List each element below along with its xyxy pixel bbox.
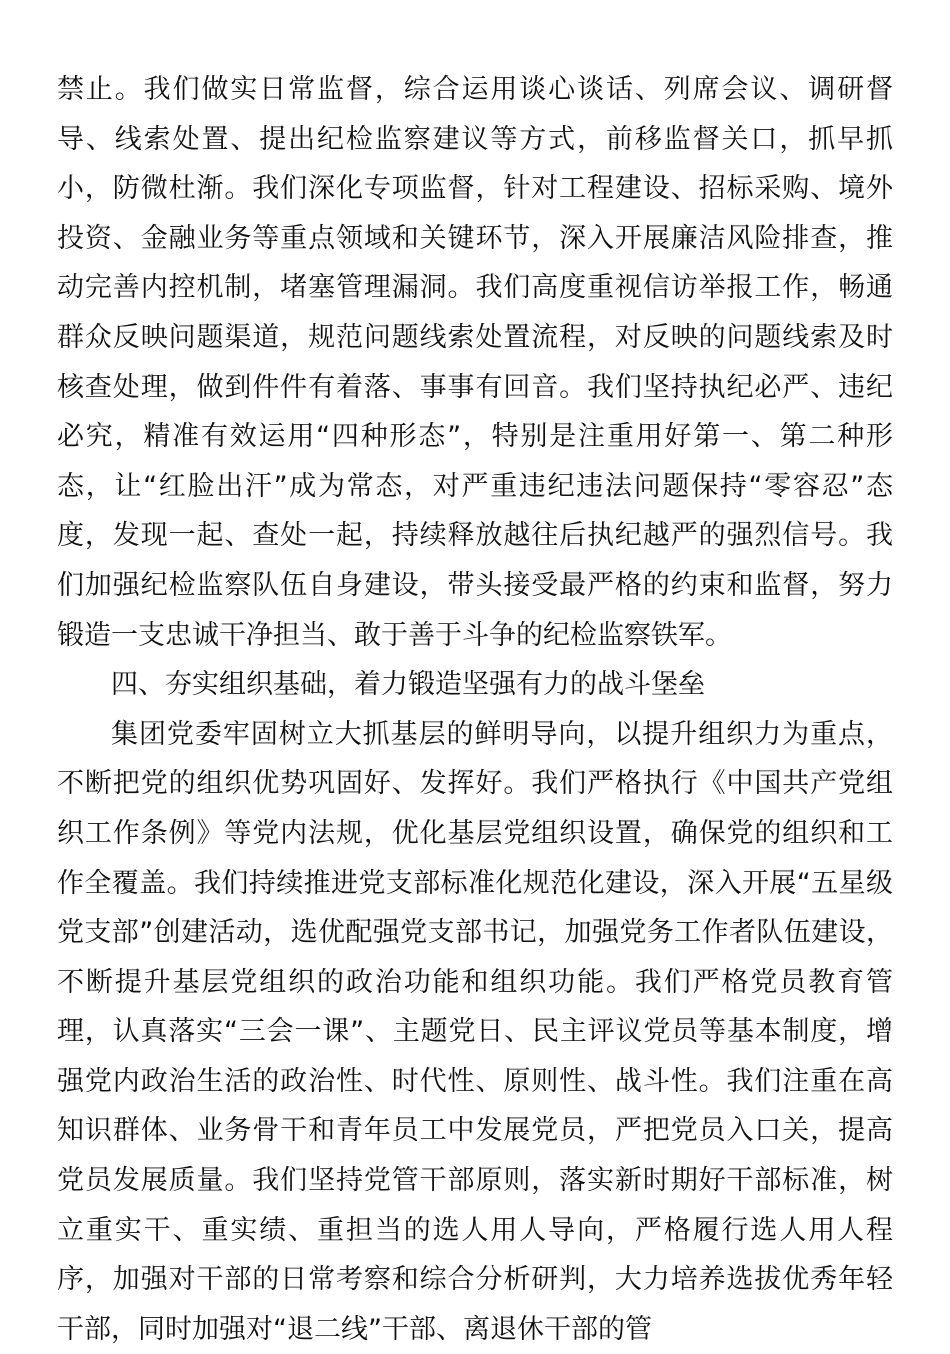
section-heading-four: 四、夯实组织基础，着力锻造坚强有力的战斗堡垒 — [111, 669, 705, 701]
body-paragraph-continuation: 禁止。我们做实日常监督，综合运用谈心谈话、列席会议、调研督导、线索处置、提出纪检监察建议等方式，前移监督关口，抓早抓小，防微杜渐。我们深化专项监督，针对工程建设、招标采购、境外投资、金融业务等重点领域和关键环节，深入开展廉洁风险排查，推动完善内控机制，堵塞管理漏洞。我们高度重视信访举报工作，畅通群众反映问题渠道，规范问题线索处置流程，对反映的问题线索及时核查处理，做到件件有着落、事事有回音。我们坚持执纪必严、违纪必究，精准有效运用“四种形态”，特别是注重用好第一、第二种形态，让“红脸出汗”成为常态，对严重违纪违法问题保持“零容忍”态度，发现一起、查处一起，持续释放越往后执纪越严的强烈信号。我们加强纪检监察队伍自身建设，带头接受最严格的约束和监督，努力锻造一支忠诚干净担当、敢于善于斗争的纪检监察铁军。 — [57, 74, 893, 651]
document-page — [57, 65, 893, 1354]
body-paragraph-organization: 集团党委牢固树立大抓基层的鲜明导向，以提升组织力为重点，不断把党的组织优势巩固好、发挥好。我们严格执行《中国共产党组织工作条例》等党内法规，优化基层党组织设置，确保党的组织和工作全覆盖。我们持续推进党支部标准化规范化建设，深入开展“五星级党支部”创建活动，选优配强党支部书记，加强党务工作者队伍建设，不断提升基层党组织的政治功能和组织功能。我们严格党员教育管理，认真落实“三会一课”、主题党日、民主评议党员等基本制度，增强党内政治生活的政治性、时代性、原则性、战斗性。我们注重在高知识群体、业务骨干和青年员工中发展党员，严把党员入口关，提高党员发展质量。我们坚持党管干部原则，落实新时期好干部标准，树立重实干、重实绩、重担当的选人用人导向，严格履行选人用人程序，加强对干部的日常考察和综合分析研判，大力培养选拔优秀年轻干部，同时加强对“退二线”干部、离退休干部的管 — [57, 718, 893, 1345]
